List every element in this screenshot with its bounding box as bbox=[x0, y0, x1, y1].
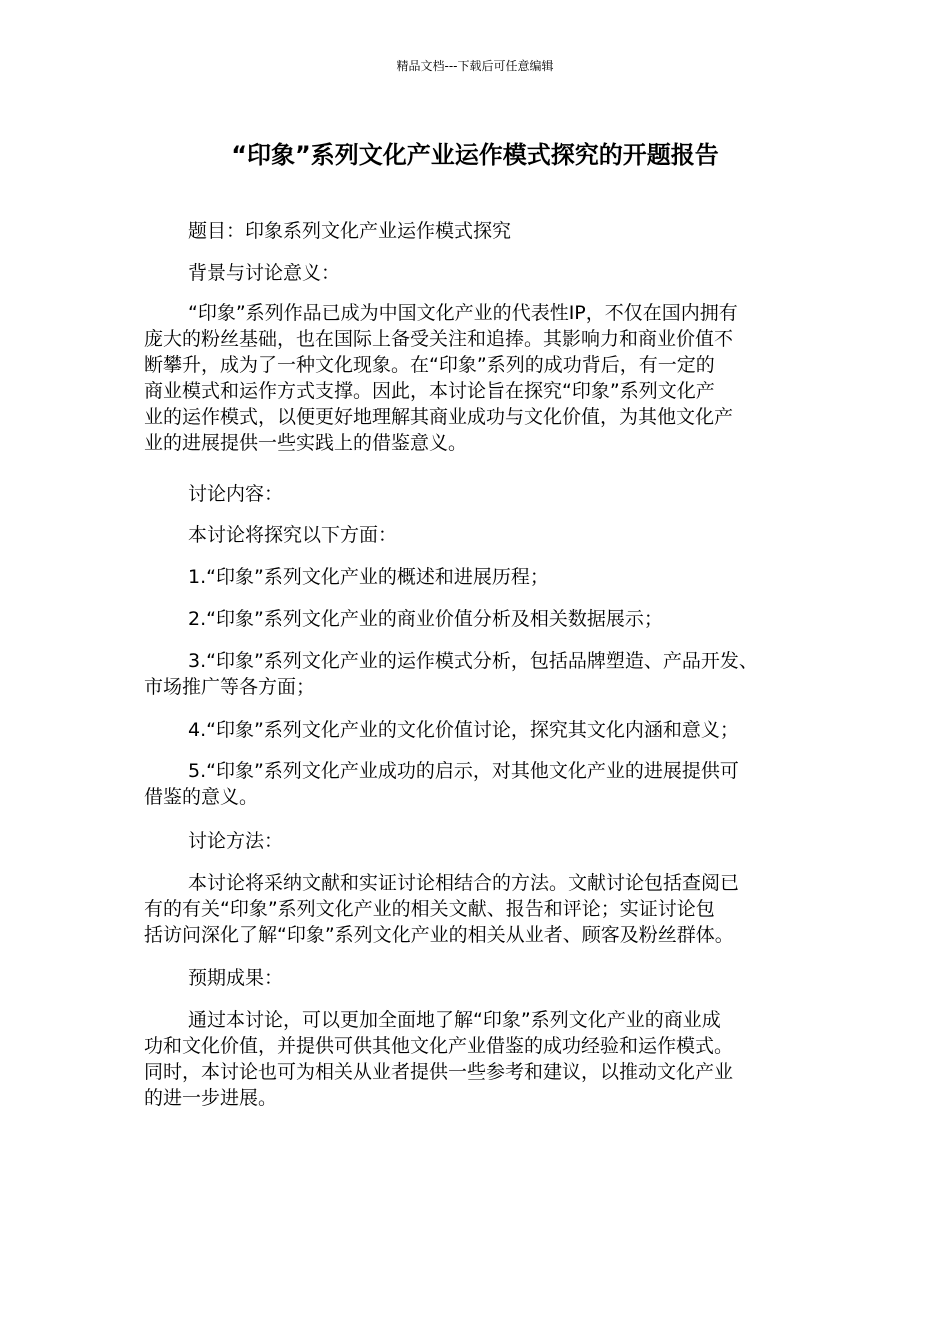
paragraph-line: 市场推广等各方面； bbox=[144, 676, 316, 698]
paragraph-line: 业的进展提供一些实践上的借鉴意义。 bbox=[144, 432, 468, 454]
paragraph-line: “印象”系列作品已成为中国文化产业的代表性IP，不仅在国内拥有 bbox=[188, 302, 738, 324]
list-item-5 bbox=[144, 758, 824, 810]
list-item-4 bbox=[144, 717, 824, 743]
background-paragraph bbox=[144, 300, 824, 456]
paragraph-line: 5.“印象”系列文化产业成功的启示，对其他文化产业的进展提供可 bbox=[188, 760, 739, 782]
header-note: 精品文档---下载后可任意编辑 bbox=[396, 59, 554, 73]
paragraph-line: 借鉴的意义。 bbox=[144, 786, 259, 808]
list-item-2 bbox=[144, 606, 824, 632]
list-item-1 bbox=[144, 564, 824, 590]
paragraph-line: 题目：印象系列文化产业运作模式探究 bbox=[188, 220, 512, 242]
section-heading-content bbox=[144, 481, 824, 507]
list-item-3 bbox=[144, 648, 824, 700]
paragraph-line: 同时，本讨论也可为相关从业者提供一些参考和建议，以推动文化产业 bbox=[144, 1061, 734, 1083]
paragraph-line: 功和文化价值，并提供可供其他文化产业借鉴的成功经验和运作模式。 bbox=[144, 1035, 734, 1057]
paragraph-line: 有的有关“印象”系列文化产业的相关文献、报告和评论；实证讨论包 bbox=[144, 898, 715, 920]
paragraph-line: 庞大的粉丝基础，也在国际上备受关注和追捧。其影响力和商业价值不 bbox=[144, 328, 734, 350]
section-heading-method bbox=[144, 828, 824, 854]
paragraph-line: 本讨论将采纳文献和实证讨论相结合的方法。文献讨论包括查阅已 bbox=[188, 872, 740, 894]
document-title: “印象”系列文化产业运作模式探究的开题报告 bbox=[231, 141, 719, 169]
paragraph-line: 商业模式和运作方式支撑。因此，本讨论旨在探究“印象”系列文化产 bbox=[144, 380, 715, 402]
method-paragraph bbox=[144, 870, 824, 948]
paragraph-line: 本讨论将探究以下方面： bbox=[188, 524, 398, 546]
paragraph-line: 业的运作模式，以便更好地理解其商业成功与文化价值，为其他文化产 bbox=[144, 406, 734, 428]
paragraph-line: 预期成果： bbox=[188, 967, 284, 989]
paragraph-line: 通过本讨论，可以更加全面地了解“印象”系列文化产业的商业成 bbox=[188, 1009, 721, 1031]
paragraph-line: 1.“印象”系列文化产业的概述和进展历程； bbox=[188, 566, 549, 588]
paragraph-line: 2.“印象”系列文化产业的商业价值分析及相关数据展示； bbox=[188, 608, 663, 630]
paragraph-line: 背景与讨论意义： bbox=[188, 262, 341, 284]
outcome-paragraph bbox=[144, 1007, 824, 1111]
paragraph-line: 3.“印象”系列文化产业的运作模式分析，包括品牌塑造、产品开发、 bbox=[188, 650, 758, 672]
section-heading-outcome bbox=[144, 965, 824, 991]
content-intro-paragraph bbox=[144, 522, 824, 548]
paragraph-line: 断攀升，成为了一种文化现象。在“印象”系列的成功背后，有一定的 bbox=[144, 354, 715, 376]
paragraph-line: 讨论方法： bbox=[188, 830, 284, 852]
section-heading-background bbox=[144, 260, 824, 286]
paragraph-line: 的进一步进展。 bbox=[144, 1087, 278, 1109]
paragraph-line: 讨论内容： bbox=[188, 483, 284, 505]
paragraph-line: 4.“印象”系列文化产业的文化价值讨论，探究其文化内涵和意义； bbox=[188, 719, 739, 741]
paragraph-line: 括访问深化了解“印象”系列文化产业的相关从业者、顾客及粉丝群体。 bbox=[144, 924, 734, 946]
topic-paragraph bbox=[144, 218, 824, 244]
